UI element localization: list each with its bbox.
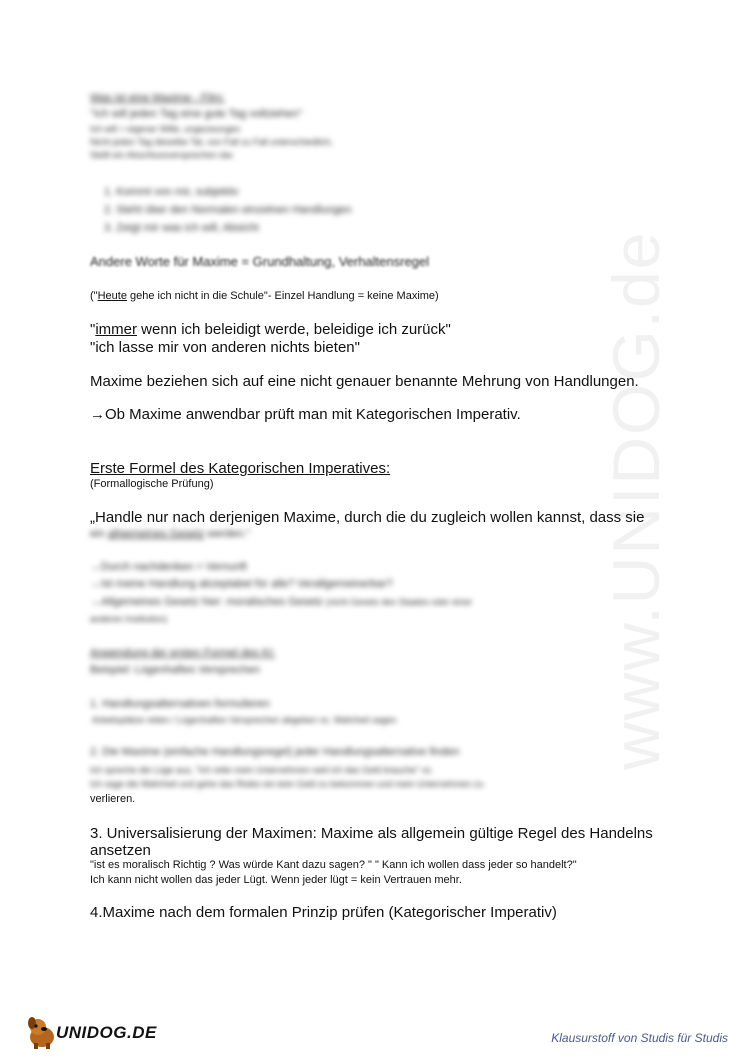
step-2-sub-1: Ich spreche die Lüge aus, "Ich rette mein Unternehmen weil ich das Geld brauche" vs. bbox=[90, 765, 434, 775]
list-item: 2. Steht über den Normalen einzelnen Handlungen bbox=[104, 204, 352, 216]
quote-jeden-tag: "Ich will jeden Tag eine gute Tag vollziehen" bbox=[90, 108, 303, 120]
ob-maxime-text: Ob Maxime anwendbar prüft man mit Kategorischen Imperativ. bbox=[105, 406, 521, 423]
note-line-2: Nicht jeden Tag dieselbe Tat, von Fall zu Fall unterschiedlich, bbox=[90, 137, 333, 147]
beispiel-line: Beispiel: Lügenhaftes Versprechen bbox=[90, 664, 261, 676]
logo-text: UNIDOG.DE bbox=[56, 1023, 157, 1042]
verlieren-line: verlieren. bbox=[90, 793, 136, 805]
dog-icon bbox=[24, 1015, 60, 1051]
heute-line bbox=[90, 290, 439, 302]
maxime-beziehen-line: Maxime beziehen sich auf eine nicht genauer benannte Mehrung von Handlungen. bbox=[90, 373, 639, 390]
formallogische-line: (Formallogische Prüfung) bbox=[90, 478, 214, 490]
immer-word: immer bbox=[95, 321, 137, 338]
arrow-text: Ist meine Handlung akzeptabel für alle? Verallgemeinerbar? bbox=[101, 578, 393, 590]
immer-open: " bbox=[90, 321, 96, 338]
lasse-line: "ich lasse mir von anderen nichts bieten" bbox=[90, 339, 360, 356]
arrow-text: Allgemeines Gesetz hier: moralisches Gesetz bbox=[101, 596, 323, 608]
arrow-text: Durch nachdenken = Vernunft bbox=[101, 561, 247, 573]
allg-post: werden." bbox=[204, 528, 251, 540]
step-4: 4.Maxime nach dem formalen Prinzip prüfen (Kategorischer Imperativ) bbox=[90, 904, 557, 921]
immer-line bbox=[90, 321, 451, 338]
erste-formel-heading: Erste Formel des Kategorischen Imperatives: bbox=[90, 460, 391, 477]
note-line-1: Ich will = eigener Wille, ungezwungen bbox=[90, 124, 241, 134]
list-item: 3. Zeigt mir was ich will, Absicht bbox=[104, 222, 259, 234]
heading-what-is-maxime: Was ist eine Maxime - Film: bbox=[90, 92, 225, 104]
ob-maxime-line bbox=[90, 406, 521, 423]
arrow-line-1 bbox=[90, 561, 247, 573]
handle-quote: „Handle nur nach derjenigen Maxime, durch die du zugleich wollen kannst, dass sie bbox=[90, 509, 645, 526]
arrow-right-icon: → bbox=[90, 406, 105, 423]
heute-open: (" bbox=[90, 290, 98, 302]
step-3-cont: ansetzen bbox=[90, 842, 151, 859]
moralisch-line: "ist es moralisch Richtig ? Was würde Kant dazu sagen? " " Kann ich wollen dass jeder so handelt?" bbox=[90, 859, 577, 871]
note-line-3: Stellt ein Abschlussversprechen dar. bbox=[90, 150, 235, 160]
list-item: 1. Kommt von mir, subjektiv bbox=[104, 186, 239, 198]
allg-pre: ein bbox=[90, 528, 108, 540]
unidog-logo[interactable] bbox=[24, 1013, 174, 1053]
allgemeines-gesetz-line bbox=[90, 528, 250, 540]
arrow-small-text-2: anderen Institution) bbox=[90, 614, 168, 624]
nicht-wollen-line: Ich kann nicht wollen das jeder Lügt. Wenn jeder lügt = kein Vertrauen mehr. bbox=[90, 874, 462, 886]
arrow-line-3 bbox=[90, 596, 472, 608]
other-words-line: Andere Worte für Maxime = Grundhaltung, Verhaltensregel bbox=[90, 254, 430, 269]
arrow-right-icon: → bbox=[90, 561, 101, 573]
heute-rest: gehe ich nicht in die Schule"- Einzel Handlung = keine Maxime) bbox=[126, 290, 439, 302]
arrow-right-icon: → bbox=[90, 578, 101, 590]
arrow-line-2 bbox=[90, 578, 393, 590]
arrow-right-icon: → bbox=[90, 596, 101, 608]
step-3: 3. Universalisierung der Maximen: Maxime als allgemein gültige Regel des Handelns bbox=[90, 825, 653, 842]
anwendung-heading: Anwendung der ersten Formel des KI: bbox=[90, 647, 276, 659]
step-2-sub-2: Ich sage die Wahrheit und gehe das Risiko ein kein Geld zu bekommen und mein Unternehmen zu bbox=[90, 779, 484, 789]
heute-word: Heute bbox=[97, 290, 127, 302]
immer-rest: wenn ich beleidigt werde, beleidige ich zurück" bbox=[137, 321, 451, 338]
step-1-sub: Arbeitsplätze retten / Lügenhaftes Versprechen abgeben vs. Wahrheit sagen bbox=[92, 715, 397, 725]
arrow-small-text: (nicht Gesetz des Staates oder einer bbox=[326, 597, 473, 607]
footer-slogan: Klausurstoff von Studis für Studis bbox=[551, 1031, 728, 1045]
watermark-text: www.UNIDOG.de bbox=[599, 230, 673, 770]
step-1: 1. Handlungsalternativen formulieren bbox=[90, 698, 270, 710]
allg-word: allgemeines Gesetz bbox=[107, 528, 205, 540]
step-2: 2. Die Maxime (einfache Handlungsregel) jeder Handlungsalternative finden bbox=[90, 746, 460, 758]
